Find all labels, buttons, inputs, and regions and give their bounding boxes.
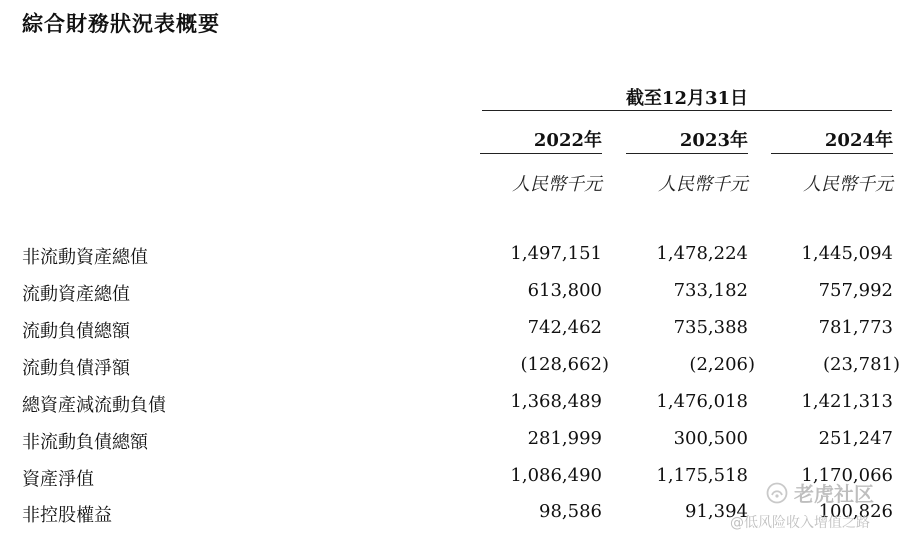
value-2024: 1,445,094 <box>801 243 893 264</box>
row-label: 非控股權益 <box>22 505 112 526</box>
year-header-2022: 2022年 <box>533 130 602 151</box>
watermark-handle: @低风险收入增值之路 <box>730 515 870 531</box>
tiger-logo-icon <box>766 482 788 504</box>
row-label: 流動資產總值 <box>22 284 130 305</box>
value-2022: 1,497,151 <box>510 243 602 264</box>
value-2022: 613,800 <box>527 280 602 301</box>
year-header-2023: 2023年 <box>679 130 748 151</box>
row-label: 流動負債淨額 <box>22 358 130 379</box>
year-rule-2023 <box>626 153 748 154</box>
table-row <box>0 354 909 384</box>
value-2023: (2,206) <box>689 354 755 375</box>
value-2024: (23,781) <box>822 354 900 375</box>
value-2023: 91,394 <box>685 501 748 522</box>
value-2022: 98,586 <box>539 501 602 522</box>
value-2022: 1,368,489 <box>510 391 602 412</box>
table-row <box>0 280 909 310</box>
year-rule-2022 <box>480 153 602 154</box>
row-label: 非流動資產總值 <box>22 247 148 268</box>
value-2024: 1,170,066 <box>801 465 893 486</box>
row-label: 非流動負債總額 <box>22 432 148 453</box>
value-2024: 1,421,313 <box>801 391 893 412</box>
value-2024: 100,826 <box>818 501 893 522</box>
watermark-brand: 老虎社区 <box>794 482 874 506</box>
page-title: 綜合財務狀況表概要 <box>22 12 220 36</box>
value-2023: 1,476,018 <box>656 391 748 412</box>
unit-label: 人民幣千元 <box>658 174 748 195</box>
header-rule <box>482 110 892 111</box>
value-2022: 1,086,490 <box>510 465 602 486</box>
table-row <box>0 243 909 273</box>
value-2024: 251,247 <box>818 428 893 449</box>
value-2022: 281,999 <box>527 428 602 449</box>
value-2022: (128,662) <box>520 354 609 375</box>
value-2023: 735,388 <box>673 317 748 338</box>
watermark <box>766 478 874 507</box>
value-2023: 1,175,518 <box>656 465 748 486</box>
table-row <box>0 317 909 347</box>
period-header: 截至12月31日 <box>625 88 749 109</box>
year-rule-2024 <box>771 153 893 154</box>
unit-label: 人民幣千元 <box>803 174 893 195</box>
row-label: 總資產減流動負債 <box>22 395 166 416</box>
year-header-2024: 2024年 <box>824 130 893 151</box>
value-2023: 300,500 <box>673 428 748 449</box>
value-2023: 733,182 <box>673 280 748 301</box>
row-label: 流動負債總額 <box>22 321 130 342</box>
value-2023: 1,478,224 <box>656 243 748 264</box>
value-2022: 742,462 <box>527 317 602 338</box>
table-row <box>0 428 909 458</box>
table-row <box>0 391 909 421</box>
value-2024: 781,773 <box>818 317 893 338</box>
unit-label: 人民幣千元 <box>512 174 602 195</box>
value-2024: 757,992 <box>818 280 893 301</box>
row-label: 資產淨值 <box>22 469 94 490</box>
